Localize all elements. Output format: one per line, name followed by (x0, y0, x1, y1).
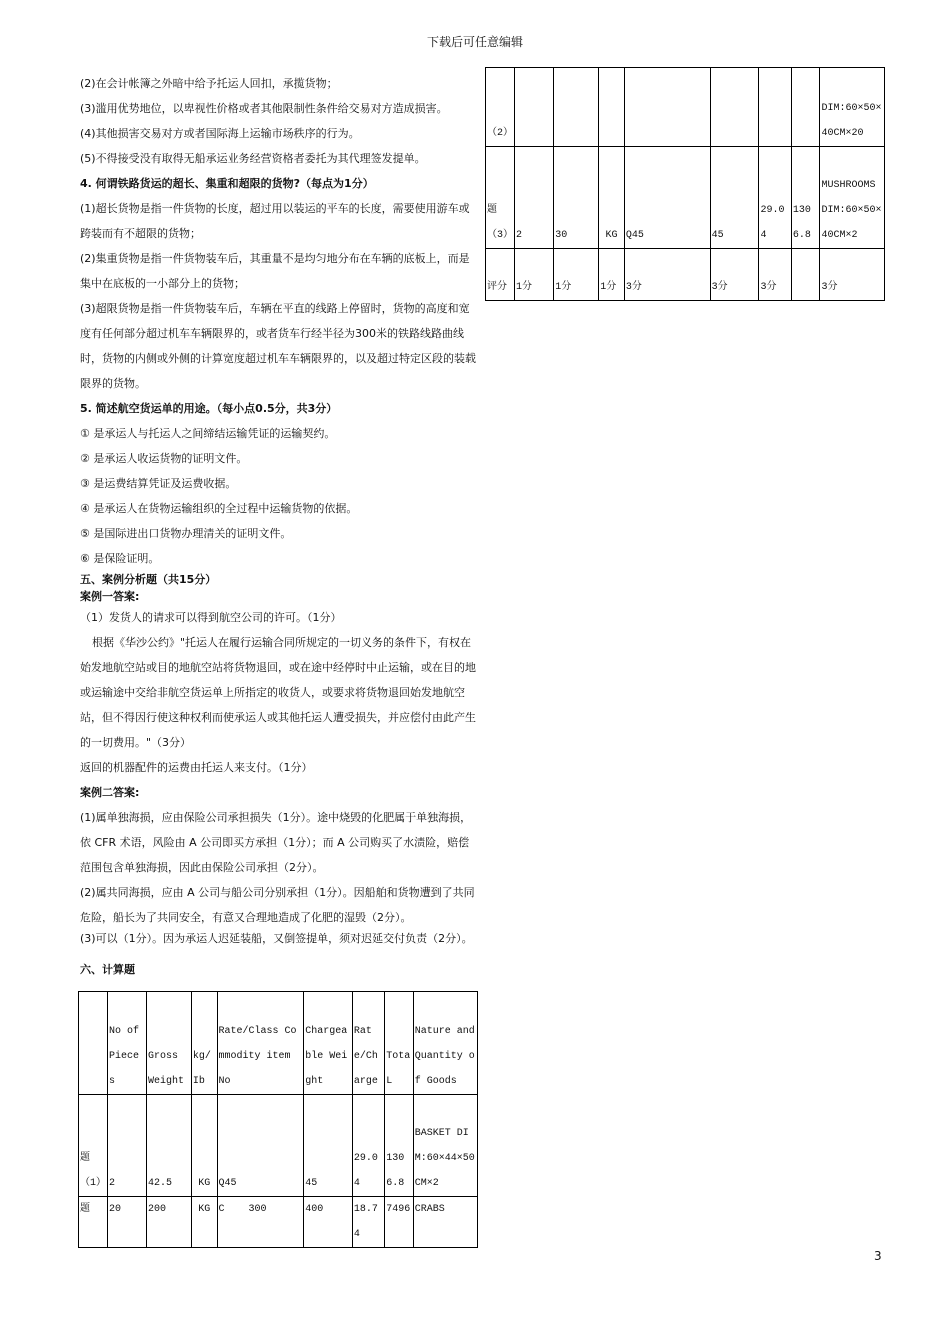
table-cell (599, 68, 625, 147)
table-cell: MUSHROOMS DIM:60×50×40CM×2 (820, 147, 885, 249)
text-line: 返回的机器配件的运费由托运人来支付。（1分） (80, 761, 313, 774)
table-cell: 评分 (486, 249, 515, 301)
table-cell (624, 68, 710, 147)
text-line: ③ 是运费结算凭证及运费收据。 (80, 477, 237, 490)
table-header-cell: Rate/Class Commodity item No (217, 992, 304, 1095)
table-cell: Q45 (624, 147, 710, 249)
table-row (79, 1095, 478, 1197)
table-cell: 题（3） (486, 147, 515, 249)
table-cell: 7496 (385, 1197, 414, 1248)
table-header-cell: Rate/Charge (352, 992, 384, 1095)
text-paragraph: (1)属单独海损，应由保险公司承担损失（1分）。途中烧毁的化肥属于单独海损，依 CFR 术语，风险由 A 公司即买方承担（1分）；而 A 公司购买了水渍险，赔偿范围包含单独海损，因此由保险公司承担（2分）。 (80, 811, 472, 874)
table-header-cell (79, 992, 108, 1095)
table-cell: KG (599, 147, 625, 249)
text-line: (3)滥用优势地位，以卑视性价格或者其他限制性条件给交易对方造成损害。 (80, 102, 448, 115)
question-heading: 4. 何谓铁路货运的超长、集重和超限的货物?（每点为1分） (80, 177, 374, 190)
table-row (486, 249, 885, 301)
table-cell: 3分 (710, 249, 759, 301)
table-row (486, 147, 885, 249)
table-cell: 29.04 (759, 147, 791, 249)
text-paragraph: 根据《华沙公约》"托运人在履行运输合同所规定的一切义务的条件下，有权在始发地航空站或目的地航空站将货物退回，或在途中经停时中止运输，或在目的地或运输途中交给非航空货运单上所指定的收货人，或要求将货物退回始发地航空站，但不得因行使这种权利而使承运人或其他托运人遭受损失，并应偿付由此产生的一切费用。"（3分） (80, 636, 476, 749)
table-row (486, 68, 885, 147)
table-cell (791, 249, 820, 301)
section-heading: 五、案例分析题（共15分） (80, 573, 217, 586)
table-cell: 题（1） (79, 1095, 108, 1197)
table-header-cell: TotaL (385, 992, 414, 1095)
text-paragraph: (2)集重货物是指一件货物装车后，其重量不是均匀地分布在车辆的底板上，而是集中在底板的一小部分上的货物； (80, 252, 470, 290)
text-line: (2)在会计帐簿之外暗中给予托运人回扣，承揽货物； (80, 77, 338, 90)
left-column (80, 71, 478, 982)
text-line: ④ 是承运人在货物运输组织的全过程中运输货物的依据。 (80, 502, 358, 515)
text-line: ⑤ 是国际进出口货物办理清关的证明文件。 (80, 527, 292, 540)
table-cell: 3分 (820, 249, 885, 301)
table-cell: KG (191, 1197, 217, 1248)
table-cell: 42.5 (146, 1095, 191, 1197)
table-cell: Q45 (217, 1095, 304, 1197)
text-line: ② 是承运人收运货物的证明文件。 (80, 452, 248, 465)
table-cell: 3分 (624, 249, 710, 301)
table-cell: 3分 (759, 249, 791, 301)
table-cell (759, 68, 791, 147)
text-line: (4)其他损害交易对方或者国际海上运输市场秩序的行为。 (80, 127, 360, 140)
table-cell: （2） (486, 68, 515, 147)
table-cell: C 300 (217, 1197, 304, 1248)
table-header-cell: Nature and Quantity of Goods (413, 992, 477, 1095)
table-cell: 45 (710, 147, 759, 249)
text-paragraph: (3)超限货物是指一件货物装车后，车辆在平直的线路上停留时，货物的高度和宽度有任何部分超过机车车辆限界的，或者货车行经半径为300米的铁路线路曲线时，货物的内侧或外侧的计算宽度超过机车车辆限界的，以及超过特定区段的装载限界的货物。 (80, 302, 476, 390)
table-cell: 29.04 (352, 1095, 384, 1197)
table-cell: 1分 (554, 249, 599, 301)
calculation-table (78, 991, 478, 1248)
table-cell (710, 68, 759, 147)
table-cell: BASKET DIM:60×44×50CM×2 (413, 1095, 477, 1197)
table-cell: 30 (554, 147, 599, 249)
table-cell: 20 (108, 1197, 147, 1248)
case-heading: 案例二答案: (80, 786, 140, 799)
table-cell: DIM:60×50×40CM×20 (820, 68, 885, 147)
text-paragraph: (1)超长货物是指一件货物的长度，超过用以装运的平车的长度，需要使用游车或跨装而有不超限的货物； (80, 202, 470, 240)
table-header-cell: Gross Weight (146, 992, 191, 1095)
table-cell: 200 (146, 1197, 191, 1248)
table-cell: 1分 (515, 249, 554, 301)
table-cell (515, 68, 554, 147)
table-cell: 1306.8 (385, 1095, 414, 1197)
table-cell: 1分 (599, 249, 625, 301)
question-heading: 5. 简述航空货运单的用途。（每小点0.5分，共3分） (80, 402, 338, 415)
page-number: 3 (874, 1249, 882, 1263)
case-heading: 案例一答案: (80, 590, 140, 603)
top-right-freight-table (485, 67, 885, 301)
table-cell: 45 (304, 1095, 353, 1197)
text-paragraph: (2)属共同海损，应由 A 公司与船公司分别承担（1分）。因船舶和货物遭到了共同危险，船长为了共同安全，有意又合理地造成了化肥的湿毁（2分）。 (80, 886, 475, 924)
text-paragraph: (3)可以（1分）。因为承运人迟延装船，又倒签提单，须对迟延交付负责（2分）。 (80, 932, 473, 945)
table-row (79, 1197, 478, 1248)
table-cell: 18.74 (352, 1197, 384, 1248)
table-cell (554, 68, 599, 147)
table-cell (791, 68, 820, 147)
section-heading: 六、计算题 (80, 963, 135, 976)
table-cell: 2 (108, 1095, 147, 1197)
table-header-row (79, 992, 478, 1095)
table-cell: 题 (79, 1197, 108, 1248)
table-header-cell: Chargeable Weight (304, 992, 353, 1095)
table-cell: CRABS (413, 1197, 477, 1248)
page-header: 下载后可任意编辑 (426, 35, 523, 49)
text-line: ⑥ 是保险证明。 (80, 552, 160, 565)
table-cell: 1306.8 (791, 147, 820, 249)
text-line: （1）发货人的请求可以得到航空公司的许可。（1分） (80, 611, 342, 624)
table-cell: 2 (515, 147, 554, 249)
table-cell: 400 (304, 1197, 353, 1248)
text-line: (5)不得接受没有取得无船承运业务经营资格者委托为其代理签发提单。 (80, 152, 426, 165)
table-cell: KG (191, 1095, 217, 1197)
table-header-cell: No of Pieces (108, 992, 147, 1095)
table-header-cell: kg/Ib (191, 992, 217, 1095)
text-line: ① 是承运人与托运人之间缔结运输凭证的运输契约。 (80, 427, 336, 440)
